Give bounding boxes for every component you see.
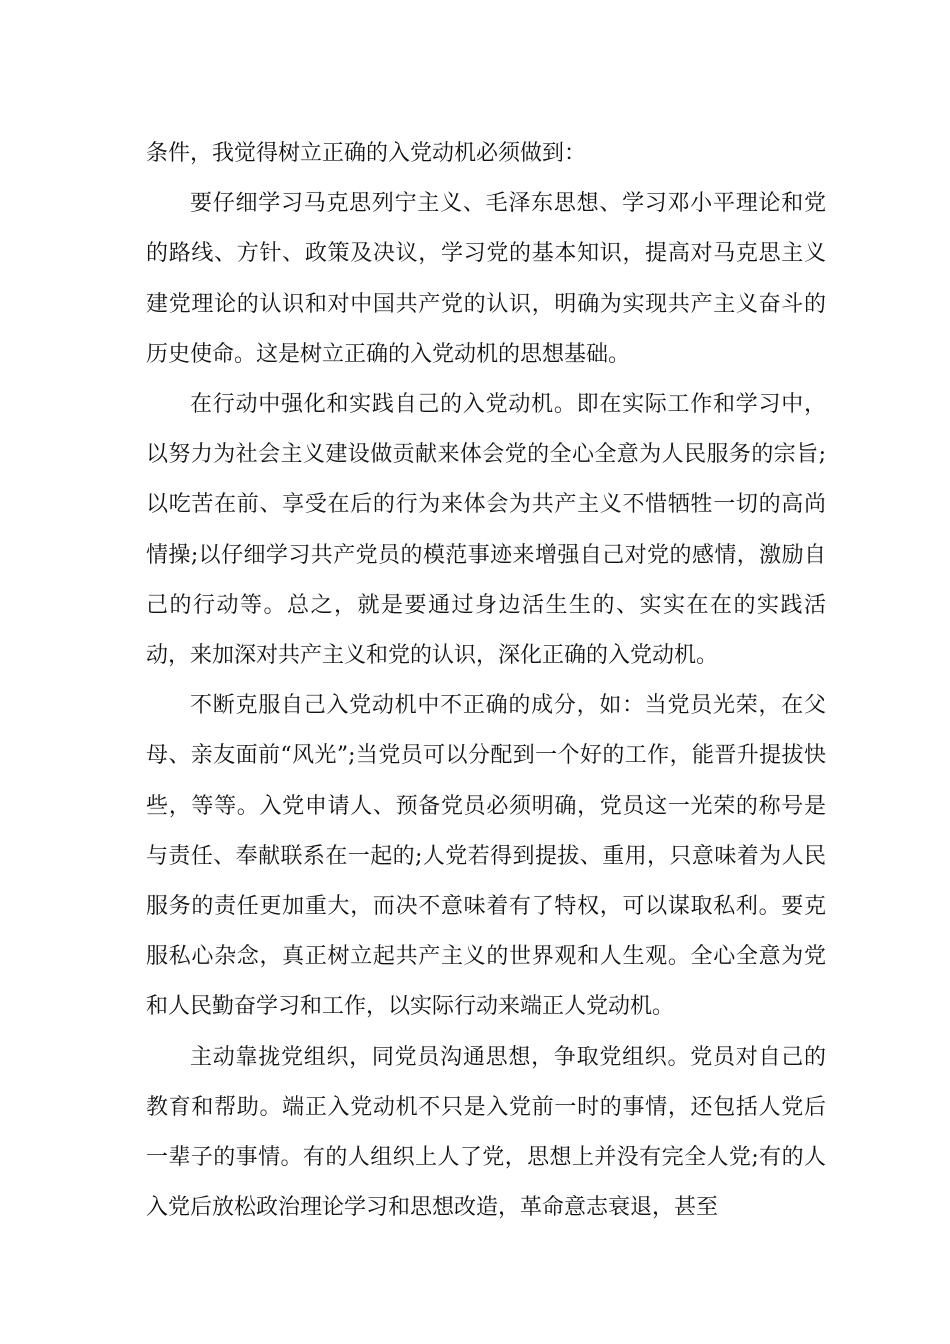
paragraph-practice-motive: 在行动中强化和实践自己的入党动机。即在实际工作和学习中，以努力为社会主义建设做贡献来体会党的全心全意为人民服务的宗旨;以吃苦在前、享受在后的行为来体会为共产主义不惜牺牲一切的高尚情操;以仔细学习共产党员的模范事迹来增强自己对党的感情，激励自己的行动等。总之，就是要通过身边活生生的、实实在在的实践活动，来加深对共产主义和党的认识，深化正确的入党动机。 (146, 392, 826, 669)
paragraph-continuation: 条件，我觉得树立正确的入党动机必须做到： (146, 141, 587, 166)
paragraph-study-theory: 要仔细学习马克思列宁主义、毛泽东思想、学习邓小平理论和党的路线、方针、政策及决议，学习党的基本知识，提高对马克思主义建党理论的认识和对中国共产党的认识，明确为实现共产主义奋斗的历史使命。这是树立正确的入党动机的思想基础。 (146, 191, 826, 367)
paragraph-approach-party: 主动靠拢党组织，同党员沟通思想，争取党组织。党员对自己的教育和帮助。端正入党动机不只是入党前一时的事情，还包括人党后一辈子的事情。有的人组织上人了党，思想上并没有完全人党;有的人入党后放松政治理论学习和思想改造，革命意志衰退，甚至 (146, 1044, 826, 1221)
document-body (146, 129, 826, 1233)
paragraph-overcome-wrong-motives: 不断克服自己入党动机中不正确的成分，如：当党员光荣，在父母、亲友面前“风光”;当党员可以分配到一个好的工作，能晋升提拔快些，等等。入党申请人、预备党员必须明确，党员这一光荣的称号是与责任、奉献联系在一起的;人党若得到提拔、重用，只意味着为人民服务的责任更加重大，而决不意味着有了特权，可以谋取私利。要克服私心杂念，真正树立起共产主义的世界观和人生观。全心全意为党和人民勤奋学习和工作，以实际行动来端正人党动机。 (146, 693, 826, 1020)
